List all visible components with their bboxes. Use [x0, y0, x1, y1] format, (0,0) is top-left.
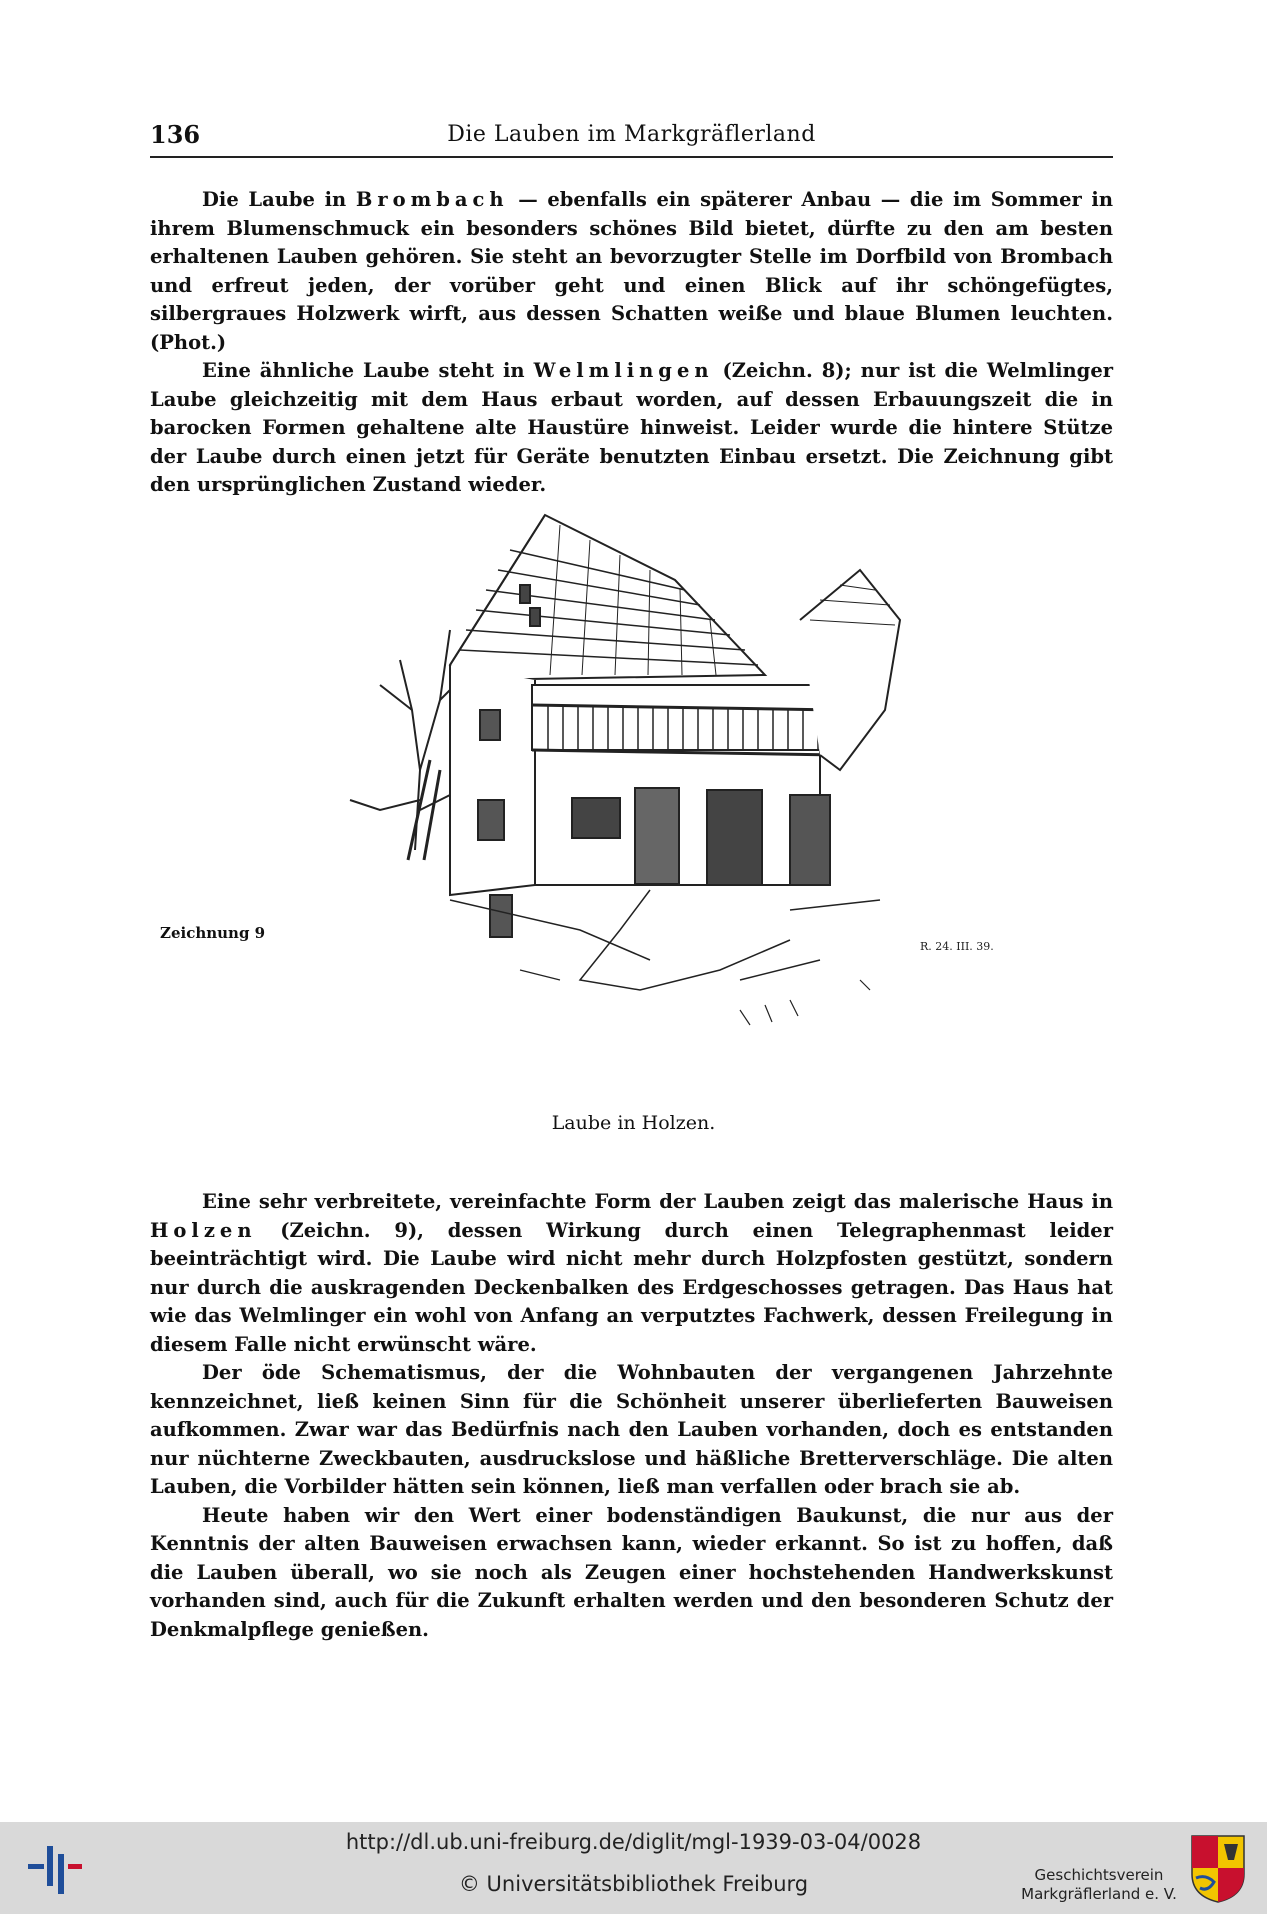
paragraph: Die Laube in Brombach — ebenfalls ein späterer Anbau — die im Sommer in ihrem Blumenschmuck ein besonders schönes Bild bietet, dürfte zu den am besten erhaltenen Lauben gehören. Sie steht an bevorzugter Stelle im Dorfbild von Brombach und erfreut jeden, der vorüber geht und einen Blick auf ihr schöngefügtes, silbergraues Holzwerk wirft, aus dessen Schatten weiße und blaue Blumen leuchten. (Phot.): [150, 188, 1113, 354]
place-name: Welmlingen: [533, 359, 714, 382]
figure-caption: Laube in Holzen.: [551, 1112, 716, 1134]
running-title: Die Lauben im Markgräflerland: [447, 122, 816, 147]
page-header: [150, 120, 1113, 158]
page-number: 136: [150, 120, 201, 149]
viewer-footer: [0, 1822, 1267, 1914]
intro-text: [150, 186, 1113, 500]
place-name: Brombach: [355, 188, 509, 211]
outro-text: [150, 1188, 1113, 1644]
house-drawing: [320, 510, 1020, 1115]
figure-label: Zeichnung 9: [160, 924, 266, 942]
artist-signature: R. 24. III. 39.: [920, 940, 994, 953]
paragraph: Heute haben wir den Wert einer bodenständigen Baukunst, die nur aus der Kenntnis der alten Bauweisen erwachsen kann, wieder erkannt. So ist zu hoffen, daß die Lauben überall, wo sie noch als Zeugen einer hochstehenden Handwerkskunst vorhanden sind, auch für die Zukunft erhalten werden und den besonderen Schutz der Denkmalpflege genießen.: [150, 1503, 1113, 1641]
society-name[interactable]: Geschichtsverein Markgräflerland e. V.: [1021, 1866, 1177, 1903]
house-drawing-svg: [320, 510, 1020, 1115]
permalink-url[interactable]: http://dl.ub.uni-freiburg.de/diglit/mgl-1939-03-04/0028: [345, 1830, 922, 1854]
copyright-notice: © Universitätsbibliothek Freiburg: [458, 1872, 809, 1896]
place-name: Holzen: [150, 1218, 257, 1242]
paragraph: Eine ähnliche Laube steht in Welmlingen (Zeichn. 8); nur ist die Welmlinger Laube gleichzeitig mit dem Haus erbaut worden, auf dessen Erbauungszeit die in barocken Formen gehaltene alte Haustüre hinweist. Leider wurde die hintere Stütze der Laube durch einen jetzt für Geräte benutzten Einbau ersetzt. Die Zeichnung gibt den ursprünglichen Zustand wieder.: [150, 359, 1113, 496]
paragraph: Eine sehr verbreitete, vereinfachte Form der Lauben zeigt das malerische Haus in Holzen (Zeichn. 9), dessen Wirkung durch einen Telegraphenmast leider beeinträchtigt wird. Die Laube wird nicht mehr durch Holzpfosten gestützt, sondern nur durch die auskragenden Deckenbalken des Erdgeschosses getragen. Das Haus hat wie das Welmlinger ein wohl von Anfang an verputztes Fachwerk, dessen Freilegung in diesem Falle nicht erwünscht wäre.: [150, 1190, 1113, 1356]
coat-of-arms-icon[interactable]: [1190, 1834, 1246, 1904]
paragraph: Der öde Schematismus, der die Wohnbauten der vergangenen Jahrzehnte kennzeichnet, ließ keinen Sinn für die Schönheit unserer überlieferten Bauweisen aufkommen. Zwar war das Bedürfnis nach den Lauben vorhanden, doch es entstanden nur nüchterne Zweckbauten, ausdruckslose und häßliche Bretterverschläge. Die alten Lauben, die Vorbilder hätten sein können, ließ man verfallen oder brach sie ab.: [150, 1361, 1113, 1498]
